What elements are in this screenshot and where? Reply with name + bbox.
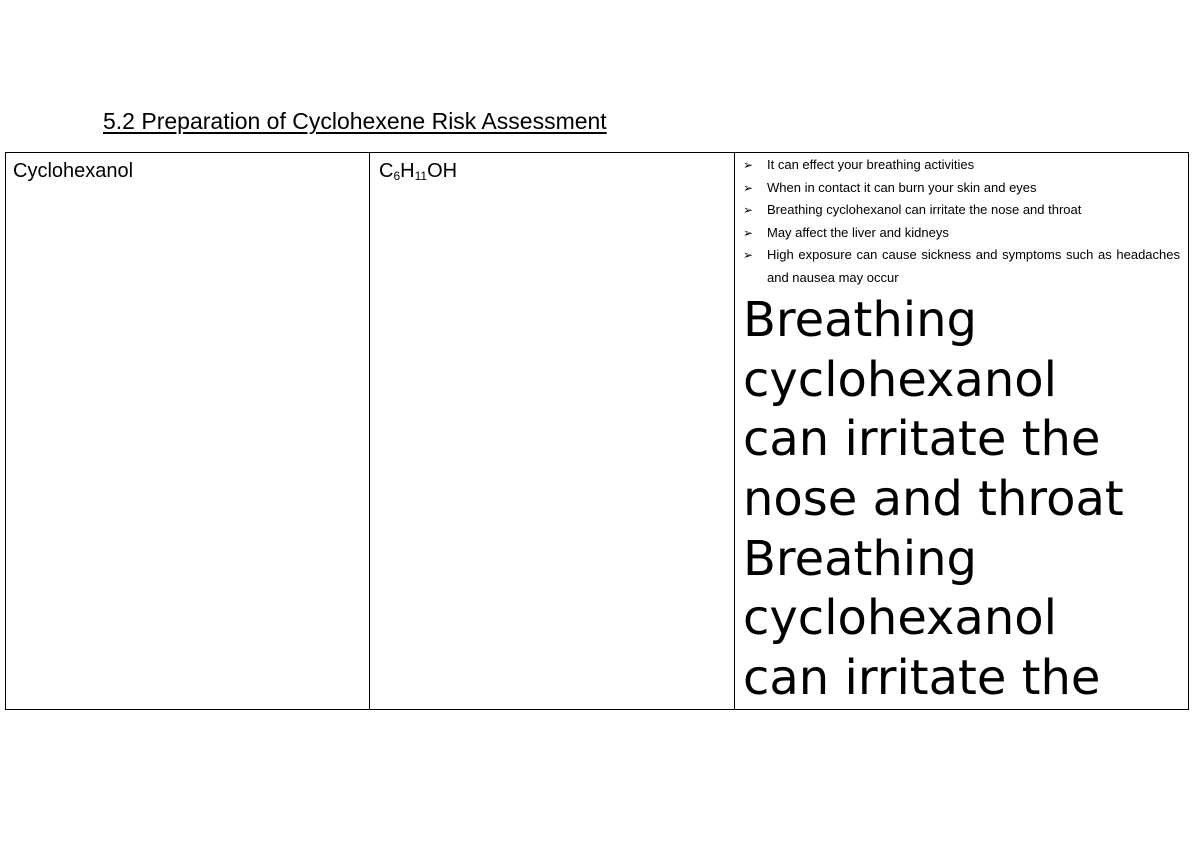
substance-name: Cyclohexanol [13,160,134,182]
large-text-line: can irritate the [743,650,1101,707]
document-title: 5.2 Preparation of Cyclohexene Risk Assessment [103,108,607,134]
arrowhead-bullet-icon: ➢ [743,203,754,217]
formula-cell [370,153,735,710]
formula-hydroxyl: OH [427,160,458,182]
hazard-text: It can effect your breathing activities [767,157,975,172]
formula-carbon: C [379,160,394,182]
large-text-line: cyclohexanol [743,590,1057,647]
arrowhead-bullet-icon: ➢ [743,225,754,240]
list-item [743,199,1180,222]
hazards-cell [735,153,1189,710]
hazard-text: Breathing cyclohexanol can irritate the nose and throat [767,202,1082,217]
large-overflow-text [735,291,1188,709]
list-item [743,244,1180,289]
arrowhead-bullet-icon: ➢ [743,248,754,262]
hazard-text: May affect the liver and kidneys [767,224,949,240]
large-text-line: can irritate the [743,411,1101,468]
formula-hydrogen: H [400,160,415,182]
arrowhead-bullet-icon: ➢ [743,180,754,195]
large-text-line: nose and throat [743,471,1124,528]
large-text-line: cyclohexanol [743,351,1057,408]
large-text-line: Breathing [743,530,978,587]
list-item [743,177,1180,200]
hazard-list [735,153,1188,289]
list-item [743,154,1180,177]
chemical-formula [370,153,734,184]
hazard-text: High exposure can cause sickness and symptoms such as headaches and nausea may occur [767,247,1180,285]
risk-assessment-table [5,152,1189,710]
hazard-text: When in contact it can burn your skin and eyes [767,179,1037,195]
table-row [6,153,1189,710]
list-item [743,222,1180,245]
formula-carbon-count: 6 [393,169,401,183]
substance-cell [6,153,370,710]
arrowhead-bullet-icon: ➢ [743,158,754,172]
large-text-line: Breathing [743,292,978,348]
formula-hydrogen-count: 11 [414,169,428,183]
